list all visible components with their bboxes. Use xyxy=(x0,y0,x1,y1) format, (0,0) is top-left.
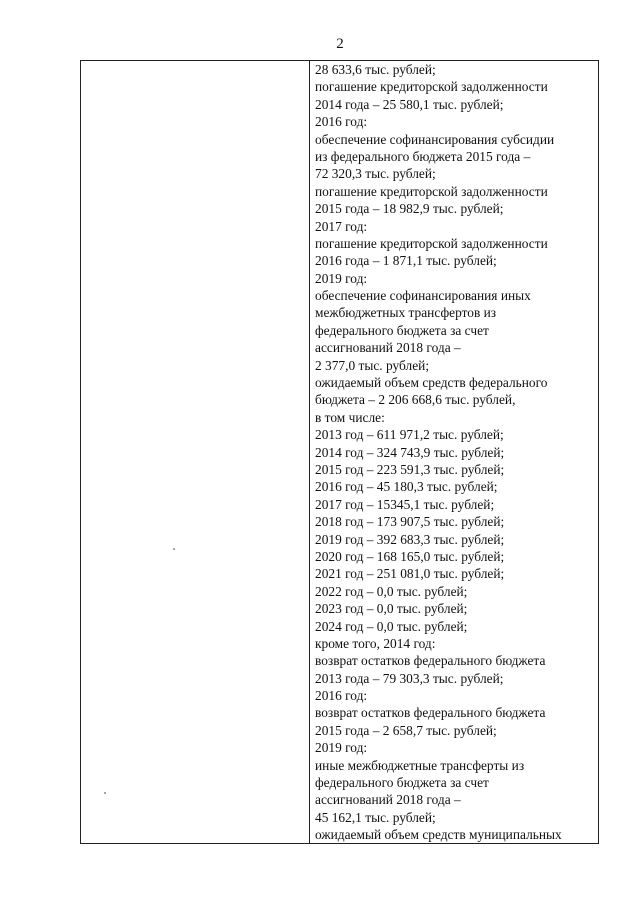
text-line: кроме того, 2014 год: xyxy=(315,635,436,651)
scan-speck xyxy=(104,792,106,794)
text-line: погашение кредиторской задолженности xyxy=(315,235,548,251)
text-line: 2021 год – 251 081,0 тыс. рублей; xyxy=(315,566,505,582)
text-line: 2023 год – 0,0 тыс. рублей; xyxy=(315,601,468,617)
text-line: 2019 год: xyxy=(315,740,368,756)
text-line: 2024 год – 0,0 тыс. рублей; xyxy=(315,618,468,634)
text-line: 2015 года – 18 982,9 тыс. рублей; xyxy=(315,201,504,217)
text-line: 2 377,0 тыс. рублей; xyxy=(315,357,430,373)
text-line: погашение кредиторской задолженности xyxy=(315,79,548,95)
text-line: 28 633,6 тыс. рублей; xyxy=(315,62,436,77)
text-line: погашение кредиторской задолженности xyxy=(315,183,548,199)
text-line: ожидаемый объем средств федерального xyxy=(315,375,548,391)
text-line: 2019 год: xyxy=(315,270,368,286)
text-line: федерального бюджета за счет xyxy=(315,775,489,791)
text-line: 2014 года – 25 580,1 тыс. рублей; xyxy=(315,96,504,112)
text-line: 45 162,1 тыс. рублей; xyxy=(315,809,436,825)
text-line: 2016 года – 1 871,1 тыс. рублей; xyxy=(315,253,497,269)
text-line: бюджета – 2 206 668,6 тыс. рублей, xyxy=(315,392,516,408)
text-line: возврат остатков федерального бюджета xyxy=(315,705,546,721)
text-line: федерального бюджета за счет xyxy=(315,322,489,338)
text-line: 2013 год – 611 971,2 тыс. рублей; xyxy=(315,427,504,443)
text-line: межбюджетных трансфертов из xyxy=(315,305,497,321)
text-line: 2016 год: xyxy=(315,688,368,704)
text-line: иные межбюджетные трансферты из xyxy=(315,757,525,773)
text-line: возврат остатков федерального бюджета xyxy=(315,653,546,669)
text-line: из федерального бюджета 2015 года – xyxy=(315,148,531,164)
column-divider xyxy=(309,61,310,843)
page-number: 2 xyxy=(336,36,344,52)
text-line: ассигнований 2018 года – xyxy=(315,792,461,808)
text-line: обеспечение софинансирования иных xyxy=(315,288,531,304)
scan-speck xyxy=(173,548,175,550)
text-line: 72 320,3 тыс. рублей; xyxy=(315,166,436,182)
text-line: 2022 год – 0,0 тыс. рублей; xyxy=(315,583,468,599)
text-line: 2015 года – 2 658,7 тыс. рублей; xyxy=(315,722,497,738)
text-line: ассигнований 2018 года – xyxy=(315,340,461,356)
text-line: 2015 год – 223 591,3 тыс. рублей; xyxy=(315,461,505,477)
text-line: в том числе: xyxy=(315,409,385,425)
text-line: 2014 год – 324 743,9 тыс. рублей; xyxy=(315,444,505,460)
text-line: ожидаемый объем средств муниципальных xyxy=(315,827,562,843)
funding-description-cell xyxy=(315,61,597,844)
text-line: 2017 год: xyxy=(315,218,368,234)
text-line: 2013 года – 79 303,3 тыс. рублей; xyxy=(315,670,504,686)
text-line: 2018 год – 173 907,5 тыс. рублей; xyxy=(315,514,505,530)
text-line: 2016 год – 45 180,3 тыс. рублей; xyxy=(315,479,498,495)
text-line: 2016 год: xyxy=(315,114,368,130)
text-line: 2017 год – 15345,1 тыс. рублей; xyxy=(315,496,495,512)
continuation-table xyxy=(80,60,599,844)
text-line: обеспечение софинансирования субсидии xyxy=(315,131,555,147)
text-line: 2019 год – 392 683,3 тыс. рублей; xyxy=(315,531,505,547)
text-line: 2020 год – 168 165,0 тыс. рублей; xyxy=(315,548,505,564)
